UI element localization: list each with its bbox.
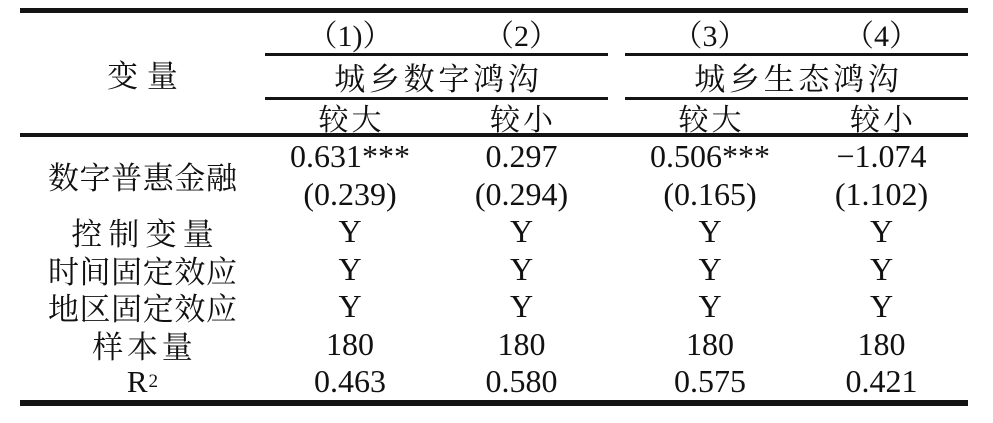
value-cell-se-2: (0.294) — [474, 175, 569, 212]
group-header-row — [265, 56, 968, 97]
regression-results-table — [20, 8, 968, 406]
value-cell-region-fe-2: Y — [509, 288, 534, 324]
value-cell-sample-3: 180 — [686, 325, 734, 362]
value-cell-coef-2: 0.297 — [485, 137, 558, 174]
column-number-cell: （2） — [484, 20, 559, 53]
value-cell-coef-3: 0.506*** — [650, 137, 770, 174]
row-label-time-fe: 时间固定效应 — [47, 254, 238, 290]
column-number-row — [265, 13, 968, 53]
bottom-border-rule — [20, 400, 968, 406]
row-label-sample: 样本量 — [92, 329, 197, 365]
region-fe-row — [265, 288, 968, 325]
time-fe-row — [265, 250, 968, 288]
subheader-cell: 较小 — [850, 103, 916, 137]
row-label-finance: 数字普惠金融 — [47, 160, 238, 196]
subheader-cell: 较小 — [490, 103, 556, 137]
subheader-cell: 较大 — [318, 103, 385, 137]
value-cell-r2-1: 0.463 — [314, 363, 386, 399]
value-cell-sample-2: 180 — [497, 325, 546, 362]
column-number-cell: （4） — [844, 20, 919, 53]
value-cell-r2-4: 0.421 — [845, 363, 918, 399]
table-body — [20, 137, 968, 400]
row-label-region-fe: 地区固定效应 — [47, 292, 238, 327]
value-cell-se-4: (1.102) — [834, 175, 929, 212]
row-label-r-squared: R 2 — [126, 363, 159, 399]
value-cell-time-fe-1: Y — [338, 250, 362, 287]
group-header-cell: 城乡生态鸿沟 — [694, 62, 903, 97]
value-cell-region-fe-1: Y — [338, 288, 362, 324]
value-cell-se-3: (0.165) — [663, 175, 757, 212]
variable-header-label: 变量 — [107, 58, 187, 94]
value-cell-sample-1: 180 — [326, 325, 374, 362]
sample-size-row — [265, 325, 968, 363]
value-cell-time-fe-3: Y — [698, 250, 722, 287]
column-number-cell: （1)） — [307, 20, 393, 53]
value-cell-coef-1: 0.631*** — [290, 137, 410, 174]
value-columns — [265, 137, 968, 400]
r-squared-base: R — [126, 363, 148, 399]
controls-row — [265, 213, 968, 250]
value-cell-controls-3: Y — [698, 213, 722, 249]
subheader-cell: 较大 — [678, 103, 745, 137]
header-columns — [265, 13, 968, 137]
column-number-cell: （3） — [672, 20, 748, 53]
value-cell-region-fe-4: Y — [869, 288, 894, 324]
r-squared-row — [265, 363, 968, 400]
value-cell-coef-4: −1.074 — [836, 137, 927, 174]
value-cell-time-fe-4: Y — [869, 250, 894, 287]
value-cell-time-fe-2: Y — [509, 250, 534, 287]
row-label-column — [20, 137, 265, 400]
coefficient-row — [265, 137, 968, 175]
rule-gap — [608, 53, 625, 56]
subheader-row — [265, 100, 968, 137]
group-header-cell: 城乡数字鸿沟 — [334, 62, 543, 97]
value-cell-r2-3: 0.575 — [674, 363, 746, 399]
value-cell-se-1: (0.239) — [303, 175, 397, 212]
standard-error-row — [265, 175, 968, 213]
value-cell-controls-2: Y — [509, 213, 534, 249]
value-cell-sample-4: 180 — [857, 325, 906, 362]
value-cell-r2-2: 0.580 — [485, 363, 558, 399]
row-label-controls: 控制变量 — [71, 217, 220, 252]
table-header — [20, 13, 968, 137]
rule-gap — [608, 97, 625, 100]
value-cell-controls-4: Y — [869, 213, 894, 249]
value-cell-region-fe-3: Y — [698, 288, 722, 324]
value-cell-controls-1: Y — [338, 213, 362, 249]
variable-header-cell — [20, 13, 265, 133]
